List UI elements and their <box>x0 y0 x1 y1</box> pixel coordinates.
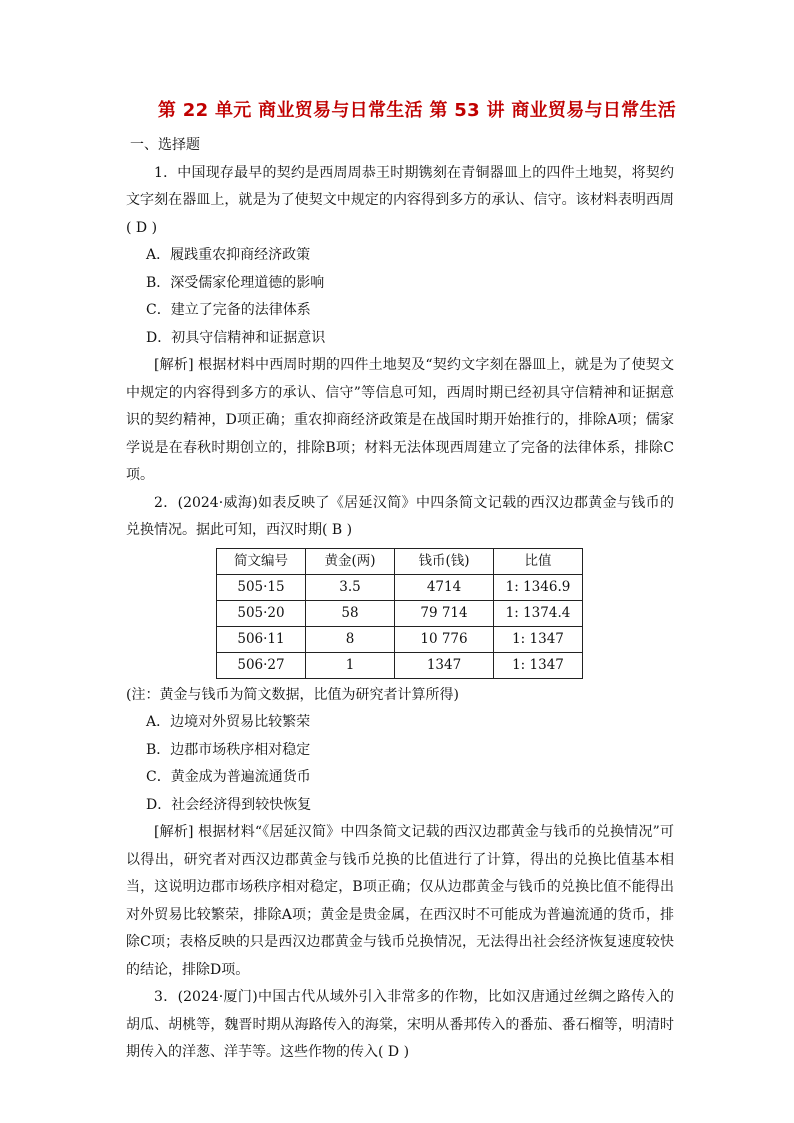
question-2-option-c: C．黄金成为普遍流通货币 <box>146 769 311 785</box>
table-row <box>217 652 583 678</box>
question-1-option-d: D．初具守信精神和证据意识 <box>146 329 326 346</box>
question-3-stem: 3．(2024·厦门)中国古代从域外引入非常多的作物，比如汉唐通过丝绸之路传入的胡瓜、胡桃等，魏晋时期从海路传入的海棠，宋明从番邦传入的番茄、番石榴等，明清时期传入的洋葱、洋芋等。这些作物的传入( D ) <box>126 989 674 1060</box>
table-note: (注：黄金与钱币为简文数据，比值为研究者计算所得) <box>126 686 459 703</box>
page-title: 第 22 单元 商业贸易与日常生活 第 53 讲 商业贸易与日常生活 <box>157 100 677 121</box>
table-cell: 505·15 <box>217 574 306 600</box>
table-row <box>217 626 583 652</box>
table-cell: 1: 1347 <box>494 626 583 652</box>
question-2 <box>126 490 674 985</box>
table-cell: 505·20 <box>217 600 306 626</box>
table-row <box>217 574 583 600</box>
table-cell: 1: 1346.9 <box>494 574 583 600</box>
table-cell: 1: 1374.4 <box>494 600 583 626</box>
table-header: 钱币(钱) <box>395 548 494 574</box>
question-1-option-b: B．深受儒家伦理道德的影响 <box>146 274 325 291</box>
question-2-option-d: D．社会经济得到较快恢复 <box>146 796 312 813</box>
exchange-table <box>216 548 583 679</box>
question-2-option-b: B．边郡市场秩序相对稳定 <box>146 741 311 758</box>
question-2-stem: 2．(2024·威海)如表反映了《居延汉简》中四条简文记载的西汉边郡黄金与钱币的兑换情况。据此可知，西汉时期( B ) <box>126 494 674 538</box>
table-header: 黄金(两) <box>306 548 395 574</box>
table-cell: 1: 1347 <box>494 652 583 678</box>
content <box>126 132 674 1067</box>
question-1 <box>126 160 674 490</box>
table-cell: 4714 <box>395 574 494 600</box>
table-header-row <box>217 548 583 574</box>
table-cell: 8 <box>306 626 395 652</box>
question-1-option-c: C．建立了完备的法律体系 <box>146 302 311 318</box>
question-2-option-a: A．边境对外贸易比较繁荣 <box>146 714 311 730</box>
table-cell: 3.5 <box>306 574 395 600</box>
table-row <box>217 600 583 626</box>
table-cell: 10 776 <box>395 626 494 652</box>
question-1-analysis: [解析] 根据材料中西周时期的四件土地契及“契约文字刻在器皿上，就是为了使契文中规定的内容得到多方的承认、信守”等信息可知，西周时期已经初具守信精神和证据意识的契约精神，D项正确；重农抑商经济政策是在战国时期开始推行的，排除A项；儒家学说是在春秋时期创立的，排除B项；材料无法体现西周建立了完备的法律体系，排除C项。 <box>126 357 674 483</box>
table-cell: 506·27 <box>217 652 306 678</box>
table-header: 简文编号 <box>217 548 306 574</box>
question-3 <box>126 984 674 1067</box>
question-2-analysis: [解析] 根据材料“《居延汉简》中四条简文记载的西汉边郡黄金与钱币的兑换情况”可以得出，研究者对西汉边郡黄金与钱币兑换的比值进行了计算，得出的兑换比值基本相当，这说明边郡市场秩序相对稳定，B项正确；仅从边郡黄金与钱币的兑换比值不能得出对外贸易比较繁荣，排除A项；黄金是贵金属，在西汉时不可能成为普遍流通的货币，排除C项；表格反映的只是西汉边郡黄金与钱币兑换情况，无法得出社会经济恢复速度较快的结论，排除D项。 <box>126 824 674 978</box>
table-header: 比值 <box>494 548 583 574</box>
table-cell: 1347 <box>395 652 494 678</box>
question-1-option-a: A．履践重农抑商经济政策 <box>146 247 311 263</box>
table-cell: 79 714 <box>395 600 494 626</box>
table-cell: 506·11 <box>217 626 306 652</box>
question-1-stem: 1．中国现存最早的契约是西周周恭王时期镌刻在青铜器皿上的四件土地契，将契约文字刻在器皿上，就是为了使契文中规定的内容得到多方的承认、信守。该材料表明西周( D ) <box>126 164 674 236</box>
table-cell: 58 <box>306 600 395 626</box>
table-cell: 1 <box>306 652 395 678</box>
section-heading: 一、选择题 <box>130 137 200 153</box>
